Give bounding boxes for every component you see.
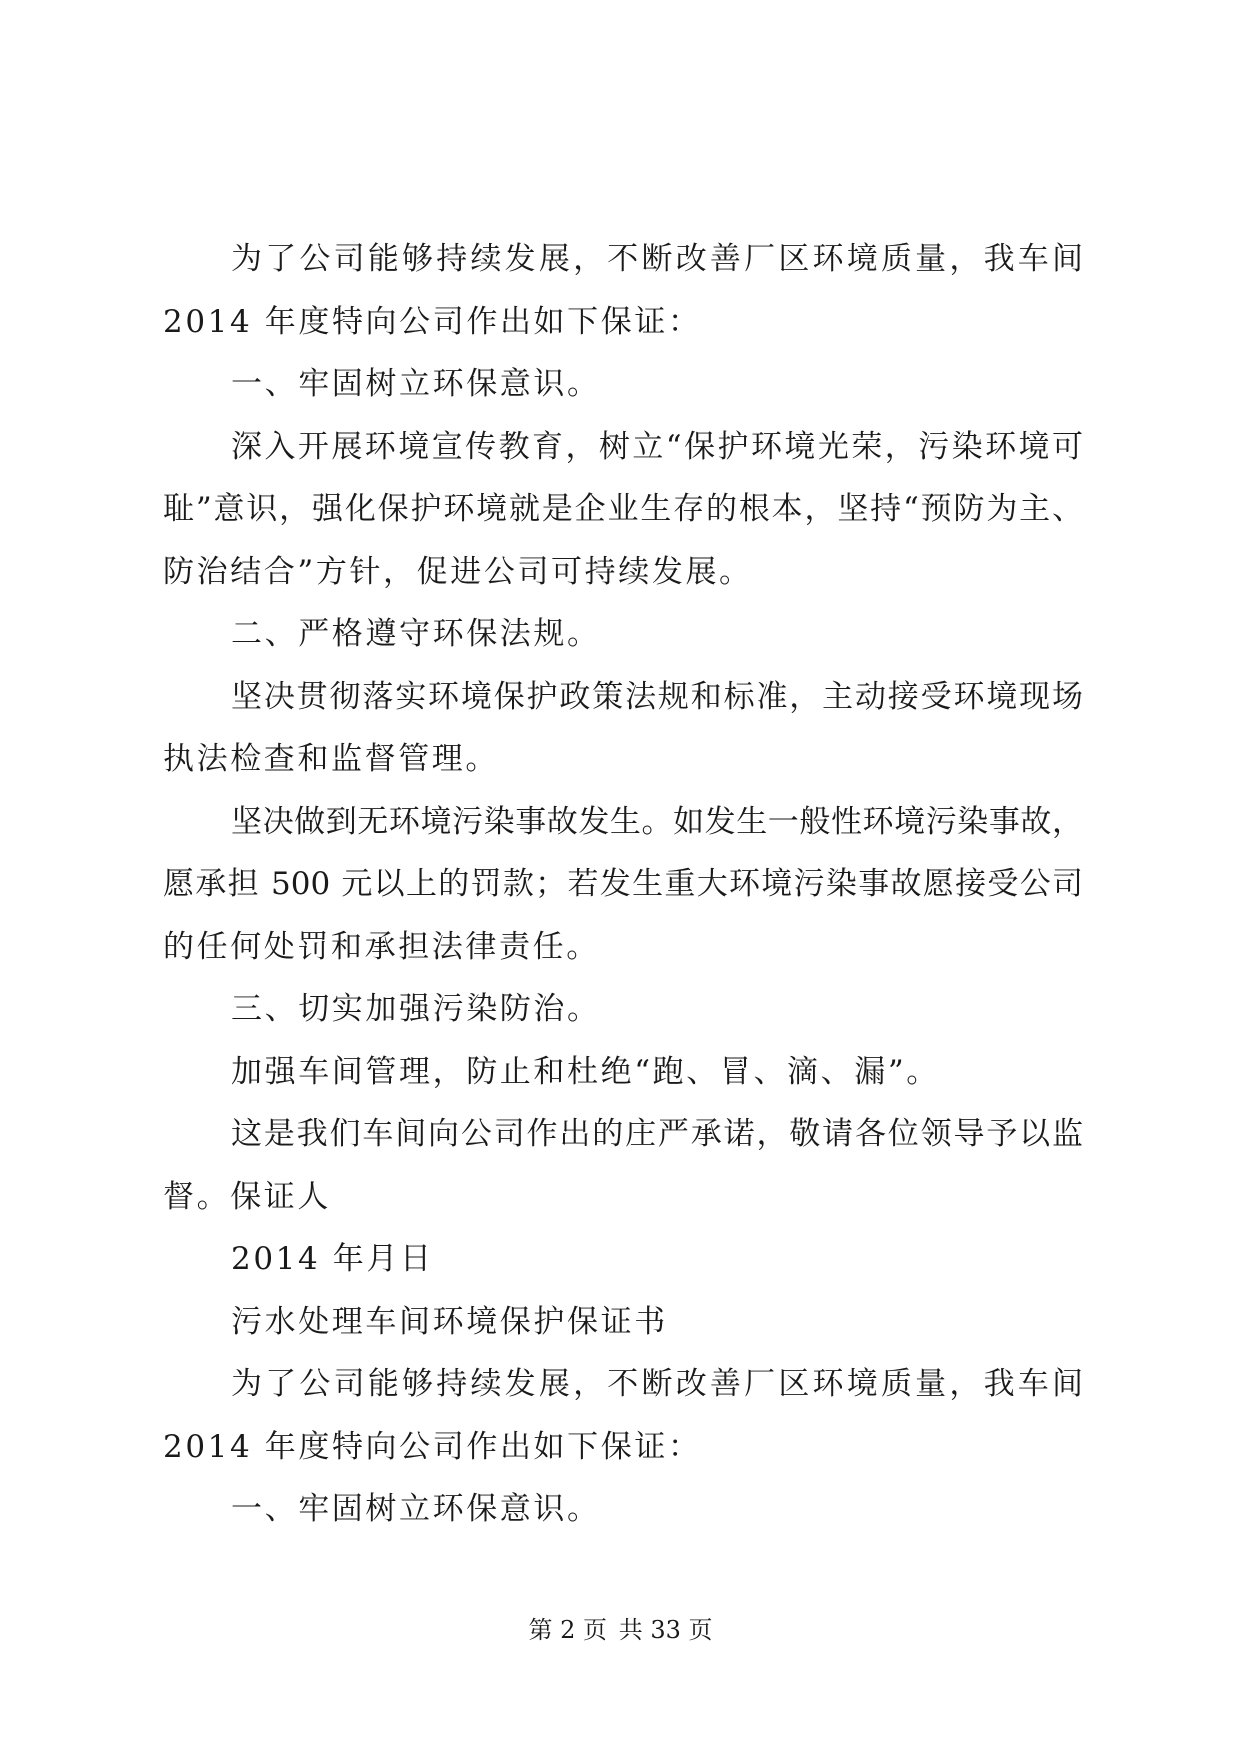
text-line: 二、严格遵守环保法规。	[231, 616, 601, 652]
text-line: 这是我们车间向公司作出的庄严承诺，敬请各位领导予以监	[231, 1116, 1083, 1152]
text-line: 防治结合”方针，促进公司可持续发展。	[163, 553, 753, 590]
text-line: 坚决贯彻落实环境保护政策法规和标准，主动接受环境现场	[231, 678, 1083, 715]
text-line: 的任何处罚和承担法律责任。	[163, 928, 600, 965]
text-line: 2014 年度特向公司作出如下保证：	[163, 303, 702, 340]
text-line: 为了公司能够持续发展，不断改善厂区环境质量，我车间	[231, 241, 1083, 277]
text-line: 污水处理车间环境保护保证书	[231, 1303, 668, 1340]
page-number: 第 2 页	[528, 1616, 608, 1644]
text-line: 深入开展环境宣传教育，树立“保护环境光荣，污染环境可	[231, 428, 1083, 465]
document-body	[163, 228, 1083, 1541]
text-line: 2014 年月日	[231, 1241, 434, 1277]
text-line: 耻”意识，强化保护环境就是企业生存的根本，坚持“预防为主、	[163, 491, 1083, 527]
text-line: 执法检查和监督管理。	[163, 741, 499, 777]
text-line: 为了公司能够持续发展，不断改善厂区环境质量，我车间	[231, 1366, 1083, 1402]
text-line: 一、牢固树立环保意识。	[231, 366, 601, 402]
text-line: 一、牢固树立环保意识。	[231, 1491, 601, 1527]
page-footer	[0, 1615, 1241, 1645]
text-line: 加强车间管理，防止和杜绝“跑、冒、滴、漏”。	[231, 1053, 940, 1090]
text-line: 三、切实加强污染防治。	[231, 991, 601, 1027]
text-line: 坚决做到无环境污染事故发生。如发生一般性环境污染事故，	[231, 803, 1083, 840]
page-total: 共 33 页	[618, 1616, 713, 1644]
text-line: 督。保证人	[163, 1178, 331, 1215]
text-line: 2014 年度特向公司作出如下保证：	[163, 1428, 702, 1465]
text-line: 愿承担 500 元以上的罚款；若发生重大环境污染事故愿接受公司	[163, 866, 1083, 902]
